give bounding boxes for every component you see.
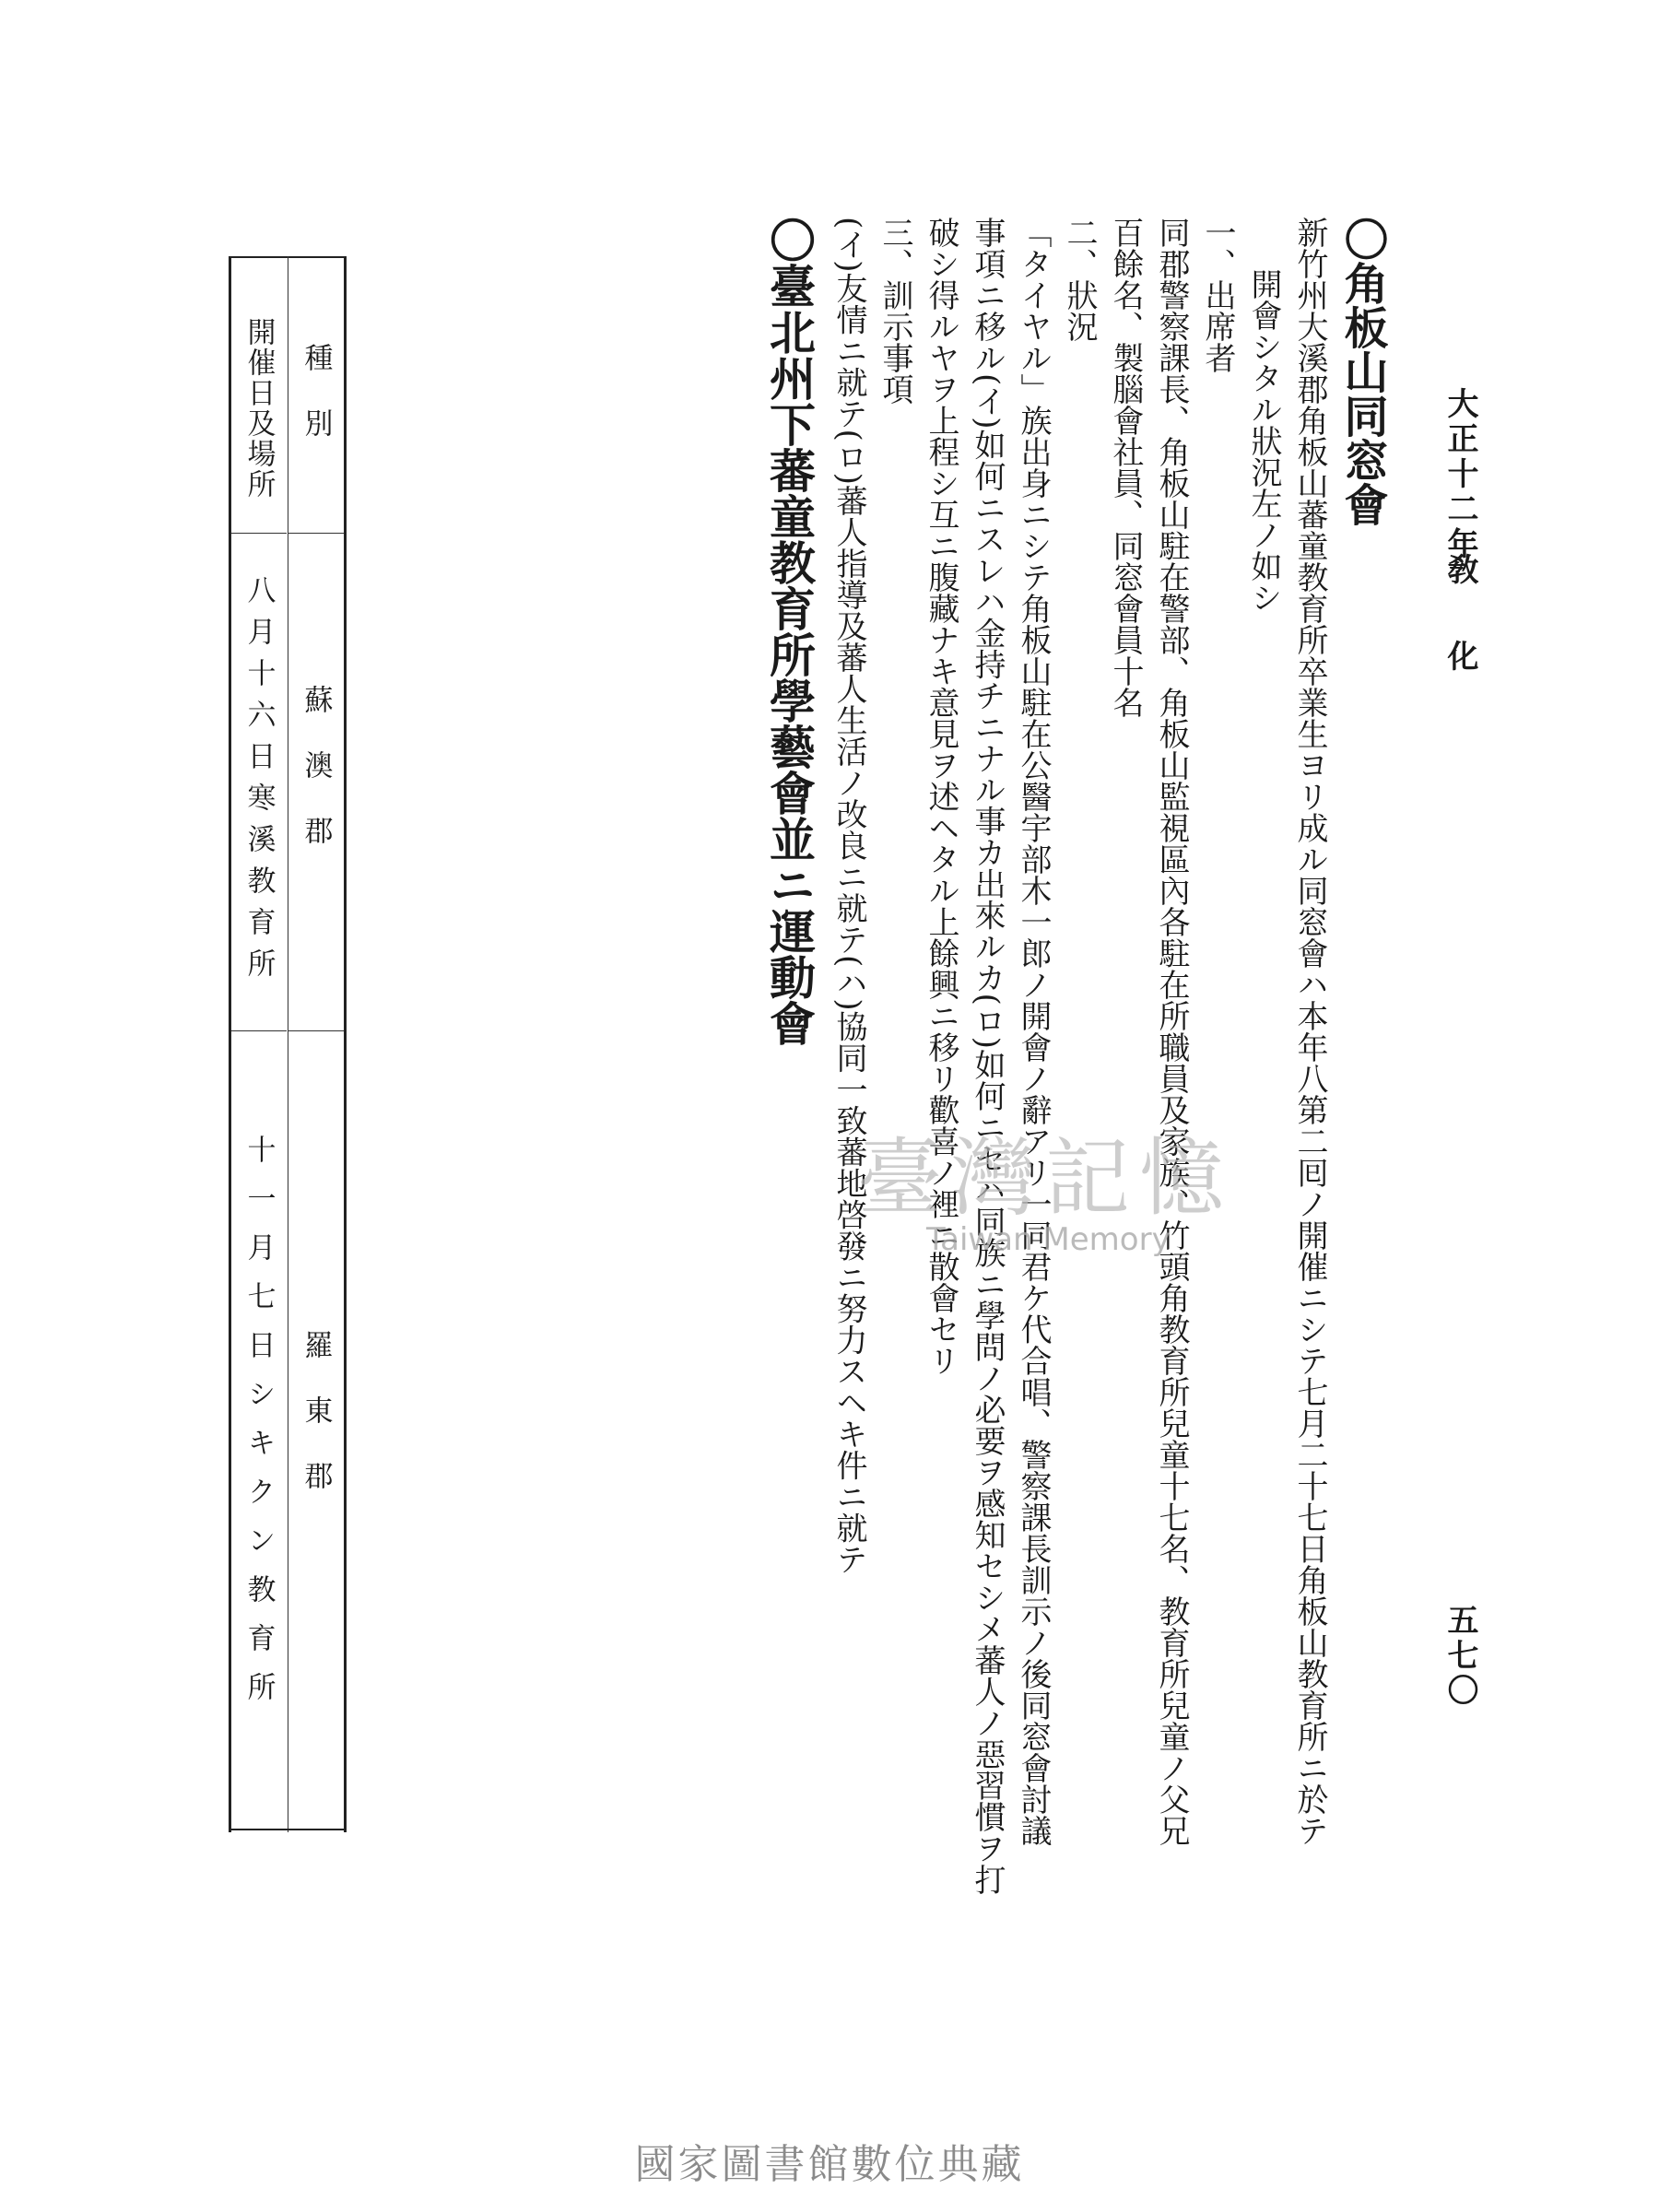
footer-credit: 國家圖書館數位典藏 (634, 2141, 1025, 2188)
table-cell: 羅東郡 (288, 1030, 344, 1824)
running-header-section: 敎化 (1441, 553, 1478, 726)
paragraph-line: 「タイヤル」族出身ニシテ角板山駐在公醫宇部木一郎ノ開會ノ辭アリ一同君ケ代合唱、警察課長訓示ノ後同窓會討議 (1015, 217, 1052, 1846)
paragraph-line: 破シ得ルヤヲ上程シ互ニ腹藏ナキ意見ヲ述ヘタル上餘興ニ移リ歡喜ノ裡ニ散會セリ (923, 217, 959, 1376)
table-cell: 蘇澳郡 (288, 533, 344, 1031)
schedule-table (229, 256, 347, 1832)
table-cell: 八月十六日寒溪教育所 (231, 533, 287, 1031)
section-heading: 三、訓示事項 (877, 217, 913, 405)
watermark-caption: Taiwan Memory (926, 1221, 1171, 1258)
running-header-year: 大正十二年 (1441, 387, 1478, 562)
table-row (288, 256, 344, 1832)
article-title: 〇臺北州下蕃童教育所學藝會並ニ運動會 (762, 217, 817, 1046)
section-heading: 一、出席者 (1199, 217, 1236, 373)
paragraph-line: 同郡警察課長、角板山駐在警部、角板山監視區內各駐在所職員及家族、竹頭角教育所兒童十七名、教育所兒童ノ父兄 (1153, 217, 1190, 1846)
table-header-type: 種別 (299, 343, 333, 474)
table-header-date-place: 開催日及場所 (241, 317, 276, 500)
page-number: 五七〇 (1441, 1604, 1478, 1709)
paragraph-line: 事項ニ移ル(イ)如何ニスレハ金持チニナル事カ出來ルカ(ロ)如何ニセハ同族ニ學問ノ必要ヲ感知セシメ蕃人ノ惡習慣ヲ打 (969, 217, 1006, 1896)
article-title: 〇角板山同窓會 (1336, 217, 1388, 526)
section-heading: 二、狀況 (1061, 217, 1098, 342)
table-cell: 十一月七日シキクン教育所 (231, 1030, 287, 1824)
table-rule (231, 1829, 344, 1830)
body-text (461, 217, 1392, 1896)
table-row (231, 256, 287, 1832)
paragraph-line: 開會シタル狀況左ノ如シ (1245, 268, 1282, 613)
paragraph-line: (イ)友情ニ就テ(ロ)蕃人指導及蕃人生活ノ改良ニ就テ(ハ)協同一致蕃地啓發ニ努力スヘキ件ニ就テ (830, 217, 867, 1575)
paragraph-line: 新竹州大溪郡角板山蕃童教育所卒業生ヨリ成ル同窓會ハ本年八第二囘ノ開催ニシテ七月二十七日角板山教育所ニ於テ (1291, 217, 1328, 1846)
paragraph-line: 百餘名、製腦會社員、同窓會員十名 (1107, 217, 1144, 718)
watermark-logo: 臺灣記憶 (857, 1129, 1234, 1228)
